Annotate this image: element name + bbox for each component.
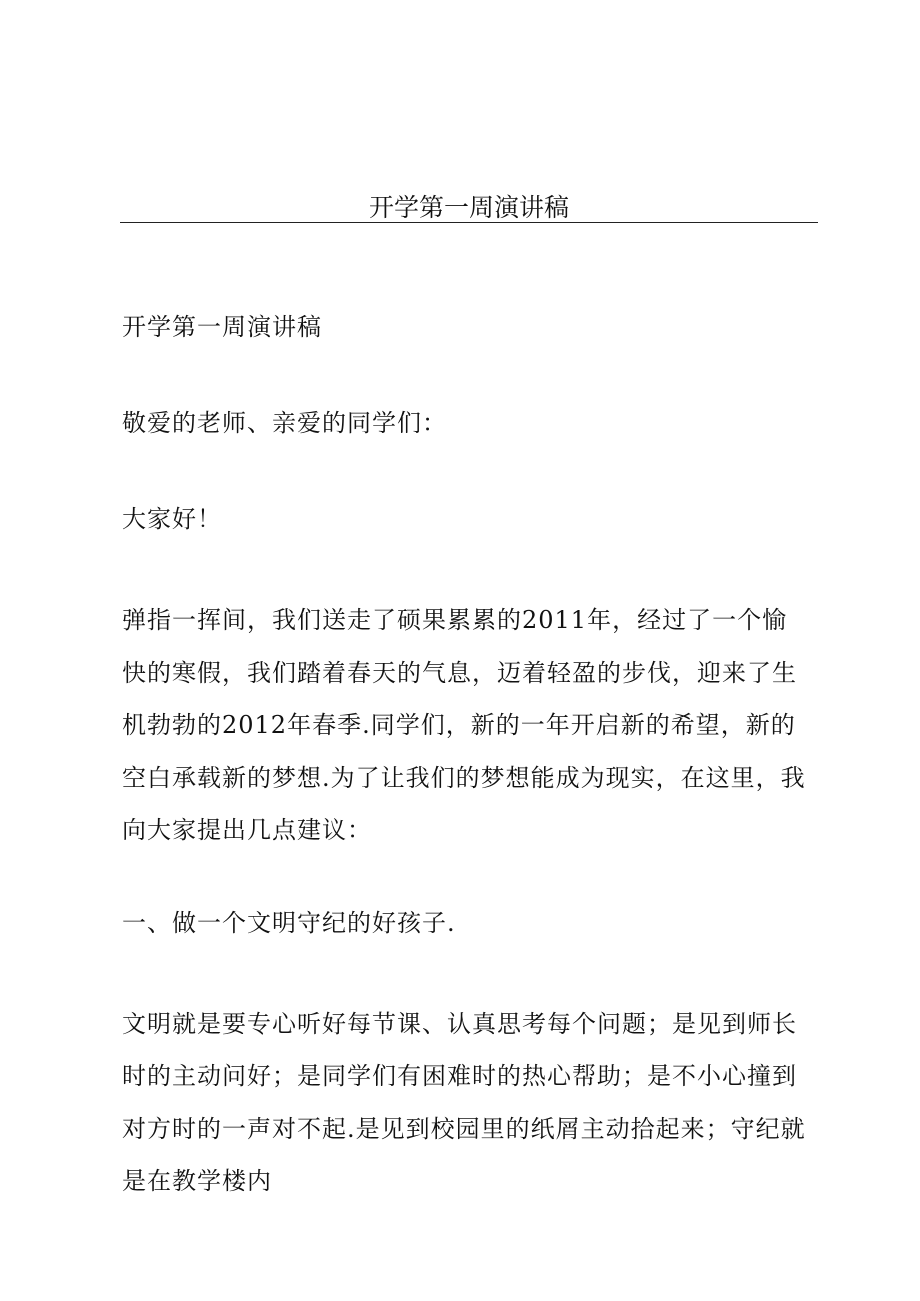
greeting: 大家好！ [122, 505, 222, 533]
page-header-title: 开学第一周演讲稿 [368, 193, 569, 222]
header-divider [120, 222, 818, 223]
paragraph-intro: 弹指一挥间，我们送走了硕果累累的2011年，经过了一个愉快的寒假，我们踏着春天的气息，迈着轻盈的步伐，迎来了生机勃勃的2012年春季.同学们，新的一年开启新的希望，新的空白承载新的梦想.为了让我们的梦想能成为现实，在这里，我向大家提出几点建议： [122, 606, 806, 844]
body-title: 开学第一周演讲稿 [122, 313, 322, 341]
paragraph-civility: 文明就是要专心听好每节课、认真思考每个问题；是见到师长时的主动问好；是同学们有困难时的热心帮助；是不小心撞到对方时的一声对不起.是见到校园里的纸屑主动拾起来；守纪就是在教学楼内 [122, 1009, 806, 1195]
section-heading-1: 一、做一个文明守纪的好孩子. [122, 908, 456, 937]
document-body [122, 306, 812, 1253]
salutation: 敬爱的老师、亲爱的同学们： [122, 409, 447, 437]
